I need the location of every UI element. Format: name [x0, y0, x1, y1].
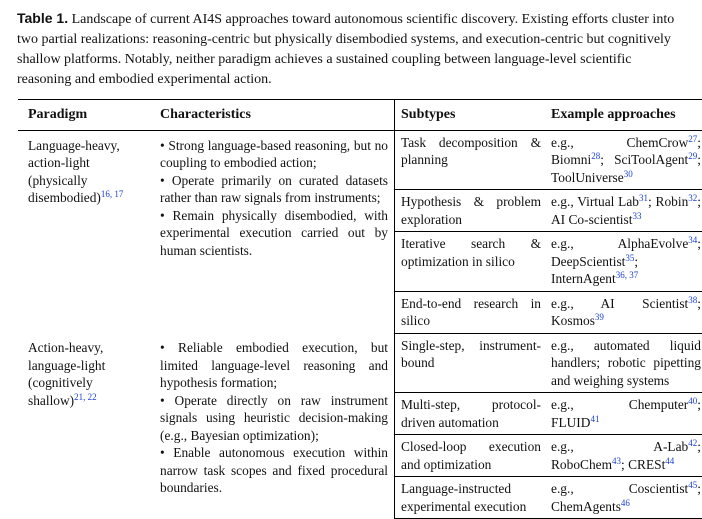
example-name: ; ToolUniverse [551, 152, 701, 185]
header-examples: Example approaches [547, 100, 702, 131]
example-name: e.g., AI Scientist [551, 295, 689, 311]
paradigm-refs: 21, 22 [74, 391, 97, 402]
examples-cell [547, 190, 702, 232]
subtype-cell: Language-instructed experimental execution [395, 477, 548, 519]
example-ref: 35 [625, 252, 635, 263]
table-row [18, 130, 702, 190]
header-characteristics: Characteristics [152, 100, 395, 131]
example-name: ; Robin [648, 194, 689, 209]
header-row [18, 100, 702, 131]
example-name: e.g., Chemputer [551, 397, 689, 412]
example-name: ; Kosmos [551, 295, 701, 328]
example-name: ; FLUID [551, 397, 701, 430]
table-caption [17, 8, 687, 90]
example-ref: 43 [612, 455, 622, 466]
example-ref: 40 [688, 396, 698, 406]
subtype-cell: End-to-end research in silico [395, 291, 548, 333]
example-name: ; RoboChem [551, 439, 701, 472]
table-body [18, 130, 702, 519]
paradigm-cell [18, 333, 152, 519]
example-ref: 38 [688, 294, 698, 305]
example-ref: 42 [688, 438, 698, 448]
example-name: e.g., automated liquid handlers; robotic pipetting and weighing systems [551, 337, 701, 388]
example-ref: 30 [623, 168, 633, 179]
example-name: ; CRESt [621, 456, 666, 472]
paradigm-text: Action-heavy, language-light (cognitively shallow) [28, 340, 106, 408]
subtype-cell: Hypothesis & problem exploration [395, 190, 548, 232]
example-ref: 36, 37 [615, 270, 639, 280]
subtype-cell: Single-step, instrument-bound [395, 333, 548, 393]
characteristic-item: • Reliable embodied execution, but limited language-level reasoning and hypothesis formation; [160, 340, 388, 390]
characteristic-item: • Strong language-based reasoning, but no coupling to embodied action; [160, 137, 388, 170]
landscape-table [18, 99, 702, 519]
characteristic-item: • Enable autonomous execution within narrow task scopes and fixed procedural boundaries. [160, 445, 388, 495]
example-name: e.g., Virtual Lab [551, 194, 639, 209]
characteristic-item: • Operate directly on raw instrument signals using heuristic decision-making (e.g., Bayesian optimization); [160, 392, 388, 443]
characteristics-cell [152, 130, 395, 333]
examples-cell [547, 291, 702, 333]
paradigm-cell [18, 130, 152, 333]
paradigm-text: Language-heavy, action-light (physically disembodied) [28, 137, 120, 205]
example-name: e.g., A-Lab [551, 439, 689, 454]
example-ref: 32 [688, 193, 698, 203]
example-ref: 44 [665, 455, 675, 466]
example-ref: 45 [688, 480, 698, 490]
characteristic-item: • Remain physically disembodied, with experimental execution carried out by human scientists. [160, 207, 388, 258]
example-ref: 31 [639, 193, 648, 203]
examples-cell [547, 232, 702, 292]
example-name: e.g., AlphaEvolve [551, 236, 689, 251]
example-name: ; InternAgent [551, 253, 639, 286]
example-ref: 41 [590, 413, 600, 424]
example-ref: 33 [632, 210, 642, 221]
examples-cell [547, 435, 702, 477]
header-subtypes: Subtypes [395, 100, 548, 131]
examples-cell [547, 333, 702, 393]
characteristics-cell [152, 333, 395, 519]
example-name: ; AI Co-scientist [551, 194, 701, 227]
header-paradigm: Paradigm [18, 100, 152, 131]
example-ref: 34 [688, 235, 698, 245]
examples-cell [547, 130, 702, 190]
examples-cell [547, 393, 702, 435]
example-ref: 27 [688, 133, 698, 144]
example-ref: 29 [688, 151, 698, 161]
caption-label: Table 1. [17, 10, 69, 26]
example-name: e.g., ChemCrow [551, 134, 689, 150]
example-ref: 39 [594, 312, 604, 322]
example-ref: 46 [620, 497, 630, 508]
paradigm-refs: 16, 17 [100, 189, 124, 199]
example-name: e.g., Coscientist [551, 481, 689, 496]
examples-cell [547, 477, 702, 519]
example-name: ; Biomni [551, 134, 701, 167]
characteristic-item: • Operate primarily on curated datasets rather than raw signals from instruments; [160, 172, 388, 205]
example-name: ; SciToolAgent [600, 152, 689, 167]
subtype-cell: Multi-step, protocol-driven automation [395, 393, 548, 435]
subtype-cell: Iterative search & optimization in silico [395, 232, 548, 292]
example-name: ; ChemAgents [551, 481, 701, 514]
table-row [18, 333, 702, 393]
subtype-cell: Closed-loop execution and optimization [395, 435, 548, 477]
caption-text: Landscape of current AI4S approaches toward autonomous scientific discovery. Existing efforts cluster into two partial realizations: reasoning-centric but physically disembodied systems, and execution-centric but cognitively shallow platforms. Notably, neither paradigm achieves a sustained coupling between language-level scientific reasoning and embodied experimental action. [17, 12, 675, 87]
example-ref: 28 [591, 151, 601, 161]
example-name: ; DeepScientist [551, 236, 701, 269]
subtype-cell: Task decomposition & planning [395, 130, 548, 190]
